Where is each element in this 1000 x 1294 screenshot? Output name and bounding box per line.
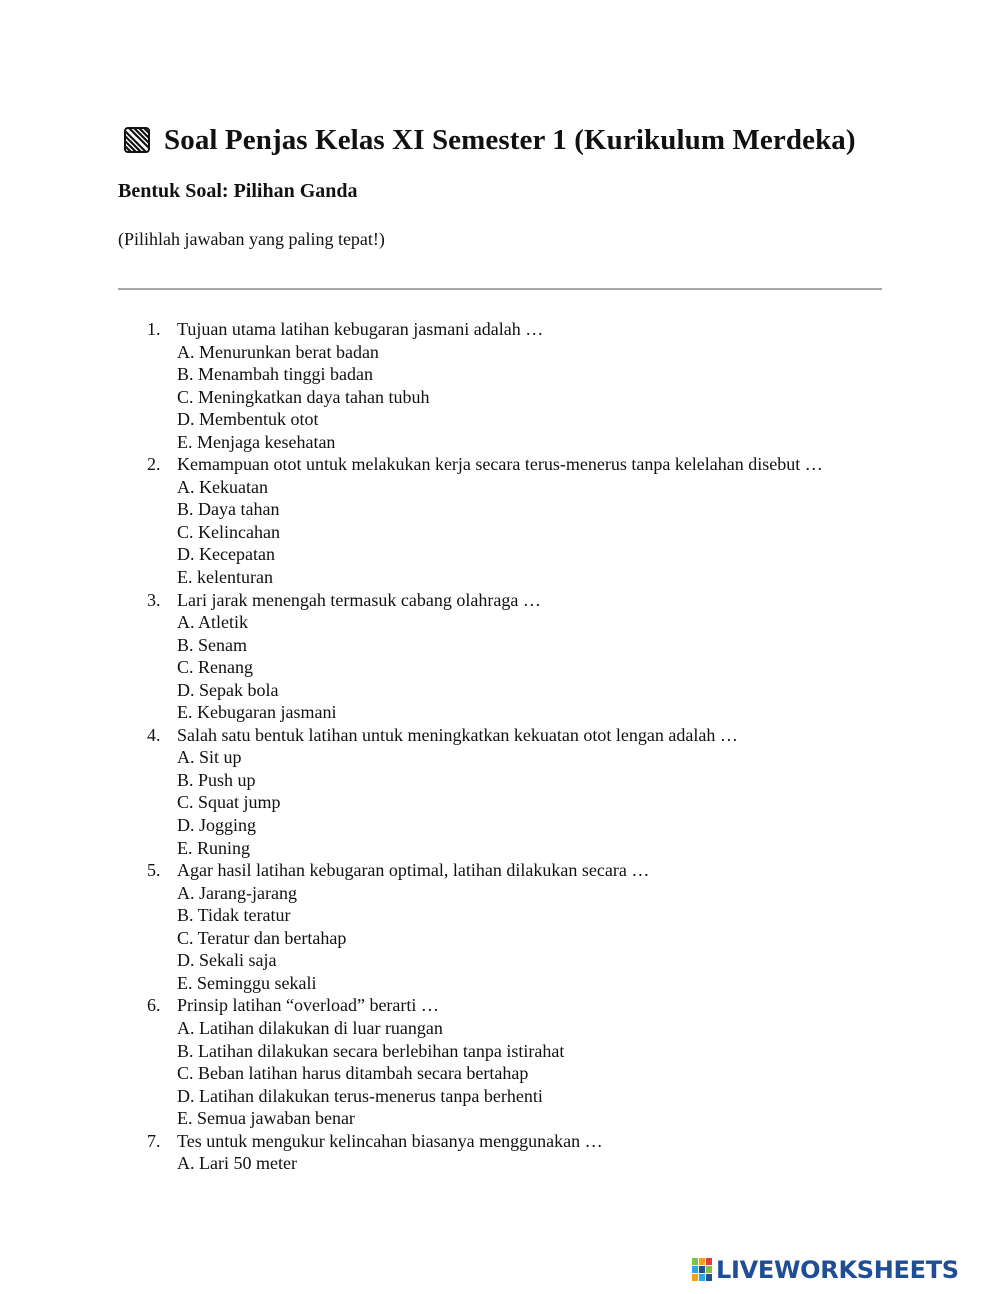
answer-option[interactable] bbox=[0, 656, 1000, 679]
answer-option[interactable] bbox=[0, 746, 1000, 769]
question-number: 5. bbox=[147, 860, 161, 881]
question-number: 6. bbox=[147, 995, 161, 1016]
answer-option[interactable] bbox=[0, 972, 1000, 995]
answer-option[interactable] bbox=[0, 837, 1000, 860]
answer-option[interactable] bbox=[0, 543, 1000, 566]
question-format-heading: Bentuk Soal: Pilihan Ganda bbox=[118, 180, 358, 202]
option-label: E. Seminggu sekali bbox=[177, 972, 317, 993]
option-label: D. Sepak bola bbox=[177, 679, 279, 700]
question-number: 2. bbox=[147, 454, 161, 475]
question-item bbox=[0, 994, 1000, 1129]
option-label: B. Daya tahan bbox=[177, 499, 280, 520]
divider bbox=[118, 288, 882, 290]
option-label: C. Renang bbox=[177, 657, 253, 678]
question-text: Tes untuk mengukur kelincahan biasanya menggunakan … bbox=[177, 1130, 603, 1151]
answer-option[interactable] bbox=[0, 341, 1000, 364]
option-label: A. Atletik bbox=[177, 612, 248, 633]
option-label: A. Menurunkan berat badan bbox=[177, 341, 379, 362]
answer-option[interactable] bbox=[0, 904, 1000, 927]
question-number: 7. bbox=[147, 1130, 161, 1151]
question-stem bbox=[0, 994, 1000, 1017]
answer-option[interactable] bbox=[0, 408, 1000, 431]
option-label: B. Menambah tinggi badan bbox=[177, 364, 373, 385]
option-label: C. Teratur dan bertahap bbox=[177, 927, 347, 948]
question-number: 3. bbox=[147, 589, 161, 610]
option-label: C. Meningkatkan daya tahan tubuh bbox=[177, 386, 430, 407]
answer-option[interactable] bbox=[0, 476, 1000, 499]
instruction-text: (Pilihlah jawaban yang paling tepat!) bbox=[118, 229, 385, 249]
option-label: E. Kebugaran jasmani bbox=[177, 702, 337, 723]
question-item bbox=[0, 859, 1000, 994]
option-label: E. Menjaga kesehatan bbox=[177, 431, 336, 452]
answer-option[interactable] bbox=[0, 1062, 1000, 1085]
option-label: B. Tidak teratur bbox=[177, 905, 291, 926]
page-title: Soal Penjas Kelas XI Semester 1 (Kurikulum Merdeka) bbox=[164, 123, 856, 156]
answer-option[interactable] bbox=[0, 498, 1000, 521]
question-stem bbox=[0, 318, 1000, 341]
answer-option[interactable] bbox=[0, 566, 1000, 589]
answer-option[interactable] bbox=[0, 679, 1000, 702]
answer-option[interactable] bbox=[0, 386, 1000, 409]
question-stem bbox=[0, 724, 1000, 747]
answer-option[interactable] bbox=[0, 431, 1000, 454]
option-label: B. Push up bbox=[177, 769, 256, 790]
option-label: A. Lari 50 meter bbox=[177, 1153, 297, 1174]
option-label: C. Kelincahan bbox=[177, 521, 280, 542]
answer-option[interactable] bbox=[0, 927, 1000, 950]
option-label: B. Senam bbox=[177, 634, 247, 655]
answer-option[interactable] bbox=[0, 1107, 1000, 1130]
question-number: 4. bbox=[147, 724, 161, 745]
option-label: B. Latihan dilakukan secara berlebihan tanpa istirahat bbox=[177, 1040, 565, 1061]
answer-option[interactable] bbox=[0, 611, 1000, 634]
option-label: A. Jarang-jarang bbox=[177, 882, 297, 903]
answer-option[interactable] bbox=[0, 1152, 1000, 1175]
answer-option[interactable] bbox=[0, 1040, 1000, 1063]
question-list bbox=[0, 318, 1000, 1175]
answer-option[interactable] bbox=[0, 791, 1000, 814]
question-text: Tujuan utama latihan kebugaran jasmani adalah … bbox=[177, 319, 544, 339]
answer-option[interactable] bbox=[0, 363, 1000, 386]
option-label: D. Latihan dilakukan terus-menerus tanpa berhenti bbox=[177, 1085, 543, 1106]
option-label: E. kelenturan bbox=[177, 567, 273, 588]
option-label: D. Kecepatan bbox=[177, 544, 275, 565]
answer-option[interactable] bbox=[0, 1085, 1000, 1108]
answer-option[interactable] bbox=[0, 769, 1000, 792]
striped-box-icon bbox=[124, 127, 150, 153]
question-item bbox=[0, 318, 1000, 453]
option-label: E. Semua jawaban benar bbox=[177, 1108, 355, 1129]
option-label: A. Kekuatan bbox=[177, 476, 268, 497]
option-label: A. Sit up bbox=[177, 747, 242, 768]
question-text: Agar hasil latihan kebugaran optimal, latihan dilakukan secara … bbox=[177, 860, 650, 881]
liveworksheets-logo-icon bbox=[692, 1258, 714, 1282]
option-label: C. Beban latihan harus ditambah secara bertahap bbox=[177, 1063, 529, 1084]
liveworksheets-logo[interactable] bbox=[692, 1255, 959, 1285]
question-text: Prinsip latihan “overload” berarti … bbox=[177, 995, 439, 1016]
option-label: E. Runing bbox=[177, 837, 251, 858]
option-label: D. Membentuk otot bbox=[177, 409, 319, 430]
question-stem bbox=[0, 589, 1000, 612]
answer-option[interactable] bbox=[0, 701, 1000, 724]
question-text: Kemampuan otot untuk melakukan kerja secara terus-menerus tanpa kelelahan disebut … bbox=[177, 454, 823, 475]
option-label: D. Sekali saja bbox=[177, 950, 277, 971]
option-label: A. Latihan dilakukan di luar ruangan bbox=[177, 1017, 443, 1038]
option-label: D. Jogging bbox=[177, 815, 257, 836]
answer-option[interactable] bbox=[0, 949, 1000, 972]
question-item bbox=[0, 724, 1000, 859]
question-text: Salah satu bentuk latihan untuk meningkatkan kekuatan otot lengan adalah … bbox=[177, 724, 738, 745]
question-stem bbox=[0, 1130, 1000, 1153]
question-item bbox=[0, 589, 1000, 724]
question-item bbox=[0, 1130, 1000, 1175]
option-label: C. Squat jump bbox=[177, 792, 281, 813]
answer-option[interactable] bbox=[0, 1017, 1000, 1040]
answer-option[interactable] bbox=[0, 882, 1000, 905]
answer-option[interactable] bbox=[0, 521, 1000, 544]
title-row bbox=[124, 120, 856, 160]
question-stem bbox=[0, 453, 1000, 476]
question-item bbox=[0, 453, 1000, 588]
question-text: Lari jarak menengah termasuk cabang olahraga … bbox=[177, 589, 541, 610]
logo-text: LIVEWORKSHEETS bbox=[716, 1256, 959, 1284]
question-stem bbox=[0, 859, 1000, 882]
answer-option[interactable] bbox=[0, 634, 1000, 657]
answer-option[interactable] bbox=[0, 814, 1000, 837]
question-number: 1. bbox=[147, 319, 161, 339]
